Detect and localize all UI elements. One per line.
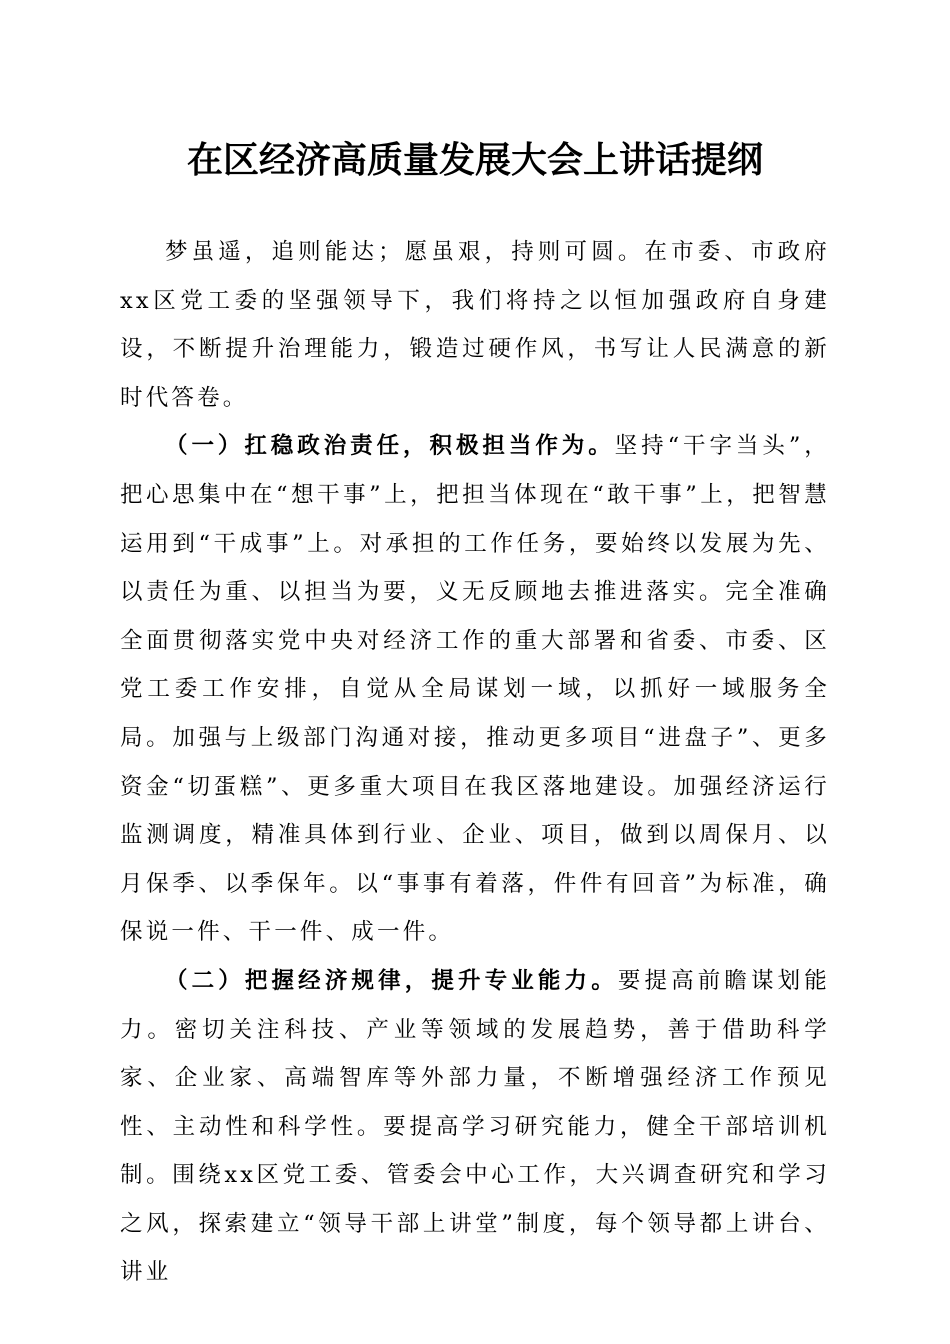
document-body (120, 228, 830, 1297)
section-1-heading: （一）扛稳政治责任，积极担当作为。 (165, 433, 615, 460)
section-2-heading: （二）把握经济规律，提升专业能力。 (165, 967, 618, 994)
section-1-body: 坚持“干字当头”，把心思集中在“想干事”上，把担当体现在“敢干事”上，把智慧运用到“干成事”上。对承担的工作任务，要始终以发展为先、以责任为重、以担当为要，义无反顾地去推进落实。完全准确全面贯彻落实党中央对经济工作的重大部署和省委、市委、区党工委工作安排，自觉从全局谋划一域，以抓好一域服务全局。加强与上级部门沟通对接，推动更多项目“进盘子”、更多资金“切蛋糕”、更多重大项目在我区落地建设。加强经济运行监测调度，精准具体到行业、企业、项目，做到以周保月、以月保季、以季保年。以“事事有着落，件件有回音”为标准，确保说一件、干一件、成一件。 (120, 433, 830, 946)
section-1-paragraph (120, 422, 830, 957)
section-2-body: 要提高前瞻谋划能力。密切关注科技、产业等领域的发展趋势，善于借助科学家、企业家、高端智库等外部力量，不断增强经济工作预见性、主动性和科学性。要提高学习研究能力，健全干部培训机制。围绕xx区党工委、管委会中心工作，大兴调查研究和学习之风，探索建立“领导干部上讲堂”制度，每个领导都上讲台、讲业 (120, 967, 830, 1286)
document-title: 在区经济高质量发展大会上讲话提纲 (186, 139, 763, 181)
intro-paragraph: 梦虽遥，追则能达；愿虽艰，持则可圆。在市委、市政府xx区党工委的坚强领导下，我们将持之以恒加强政府自身建设，不断提升治理能力，锻造过硬作风，书写让人民满意的新时代答卷。 (120, 239, 830, 411)
section-2-paragraph (120, 957, 830, 1297)
